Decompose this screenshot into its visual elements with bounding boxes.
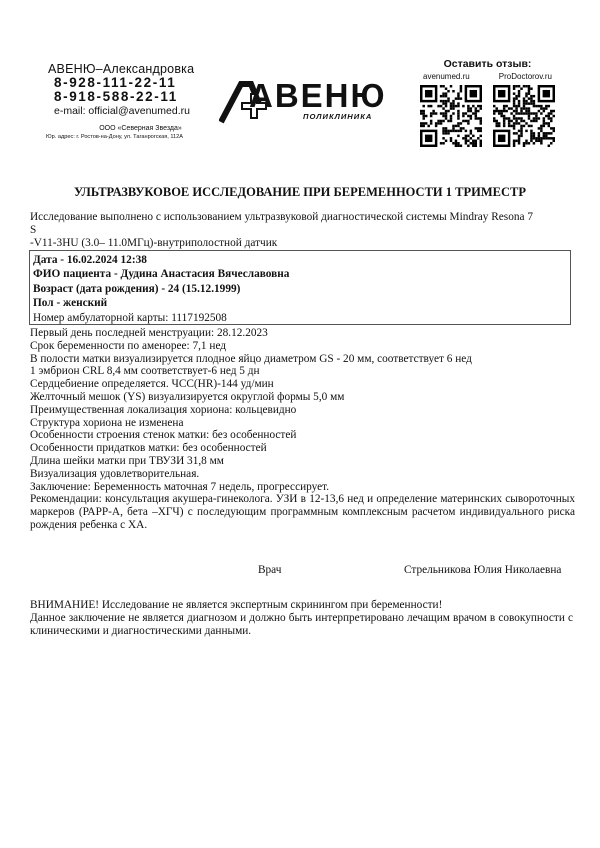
review-block bbox=[420, 58, 555, 147]
review-site-link[interactable]: ProDoctorov.ru bbox=[498, 72, 552, 81]
recommendation: Рекомендации: консультация акушера-гинеколога. УЗИ в 12-13,6 нед и определение материнских сывороточных маркеров (РАРР-А, бета –ХГЧ) с последующим программным комплексным расчетом индивидуального риска рождения ребенка с ХА. bbox=[30, 493, 575, 532]
phone-number: 8-918-588-22-11 bbox=[54, 89, 178, 104]
finding-line: Сердцебиение определяется. ЧСС(HR)-144 уд/мин bbox=[30, 378, 274, 391]
finding-line: 1 эмбрион CRL 8,4 мм соответствует-6 нед 5 дн bbox=[30, 365, 260, 378]
phone-number: 8-928-111-22-11 bbox=[54, 75, 177, 90]
patient-sex: Пол - женский bbox=[33, 297, 108, 310]
patient-name: ФИО пациента - Дудина Анастасия Вячеславовна bbox=[33, 268, 290, 281]
intro-line: Исследование выполнено с использованием ультразвуковой диагностической системы Mindray Resona 7 bbox=[30, 211, 533, 223]
review-title: Оставить отзыв: bbox=[443, 58, 532, 70]
disclaimer-heading: ВНИМАНИЕ! Исследование не является экспертным скринингом при беременности! bbox=[30, 599, 443, 611]
intro-line: -V11-3HU (3.0– 11.0МГц)-внутриполостной датчик bbox=[30, 237, 278, 249]
exam-date: Дата - 16.02.2024 12:38 bbox=[33, 254, 147, 266]
clinic-name: АВЕНЮ–Александровка bbox=[48, 62, 195, 76]
qr-code-icon[interactable] bbox=[420, 85, 482, 147]
finding-line: В полости матки визуализируется плодное яйцо диаметром GS - 20 мм, соответствует 6 нед bbox=[30, 352, 472, 365]
logo-subtitle: ПОЛИКЛИНИКА bbox=[303, 112, 373, 121]
finding-line: Желточный мешок (YS) визуализируется округлой формы 5,0 мм bbox=[30, 390, 345, 403]
review-sites bbox=[420, 72, 555, 81]
logo-wordmark: АВЕНЮ bbox=[249, 77, 387, 114]
equipment-description bbox=[30, 211, 575, 250]
finding-line: Визуализация удовлетворительная. bbox=[30, 467, 200, 480]
patient-info-box bbox=[29, 250, 571, 325]
disclaimer-text: Данное заключение не является диагнозом и должно быть интерпретировано лечащим врачом в совокупности с клиническими и диагностическими данными. bbox=[30, 612, 573, 637]
doctor-label: Врач bbox=[258, 564, 282, 576]
conclusion: Заключение: Беременность маточная 7 недель, прогрессирует. bbox=[30, 480, 330, 493]
review-site-link[interactable]: avenumed.ru bbox=[423, 72, 470, 81]
clinic-logo bbox=[219, 77, 395, 126]
patient-card-number: Номер амбулаторной карты: 1117192508 bbox=[33, 311, 227, 324]
doctor-name: Стрельникова Юлия Николаевна bbox=[404, 564, 562, 576]
finding-line: Длина шейки матки при ТВУЗИ 31,8 мм bbox=[30, 454, 224, 467]
findings-list bbox=[30, 327, 575, 532]
finding-line: Первый день последней менструации: 28.12.2023 bbox=[30, 327, 268, 339]
patient-age: Возраст (дата рождения) - 24 (15.12.1999) bbox=[33, 282, 241, 295]
organization-name: ООО «Северная Звезда» bbox=[99, 125, 182, 132]
finding-line: Срок беременности по аменорее: 7,1 нед bbox=[30, 339, 227, 352]
qr-code-icon[interactable] bbox=[493, 85, 555, 147]
finding-line: Структура хориона не изменена bbox=[30, 416, 184, 429]
report-title: УЛЬТРАЗВУКОВОЕ ИССЛЕДОВАНИЕ ПРИ БЕРЕМЕННОСТИ 1 ТРИМЕСТР bbox=[74, 185, 526, 199]
intro-line: S bbox=[30, 224, 37, 236]
clinic-contact-block bbox=[48, 62, 223, 141]
finding-line: Особенности придатков матки: без особенностей bbox=[30, 442, 267, 455]
legal-address: Юр. адрес: г. Ростов-на-Дону, ул. Таганрогская, 112А bbox=[46, 134, 183, 140]
email-address: e-mail: official@avenumed.ru bbox=[54, 105, 190, 117]
disclaimer bbox=[30, 599, 573, 638]
finding-line: Особенности строения стенок матки: без особенностей bbox=[30, 429, 297, 442]
finding-line: Преимущественная локализация хориона: кольцевидно bbox=[30, 403, 297, 416]
